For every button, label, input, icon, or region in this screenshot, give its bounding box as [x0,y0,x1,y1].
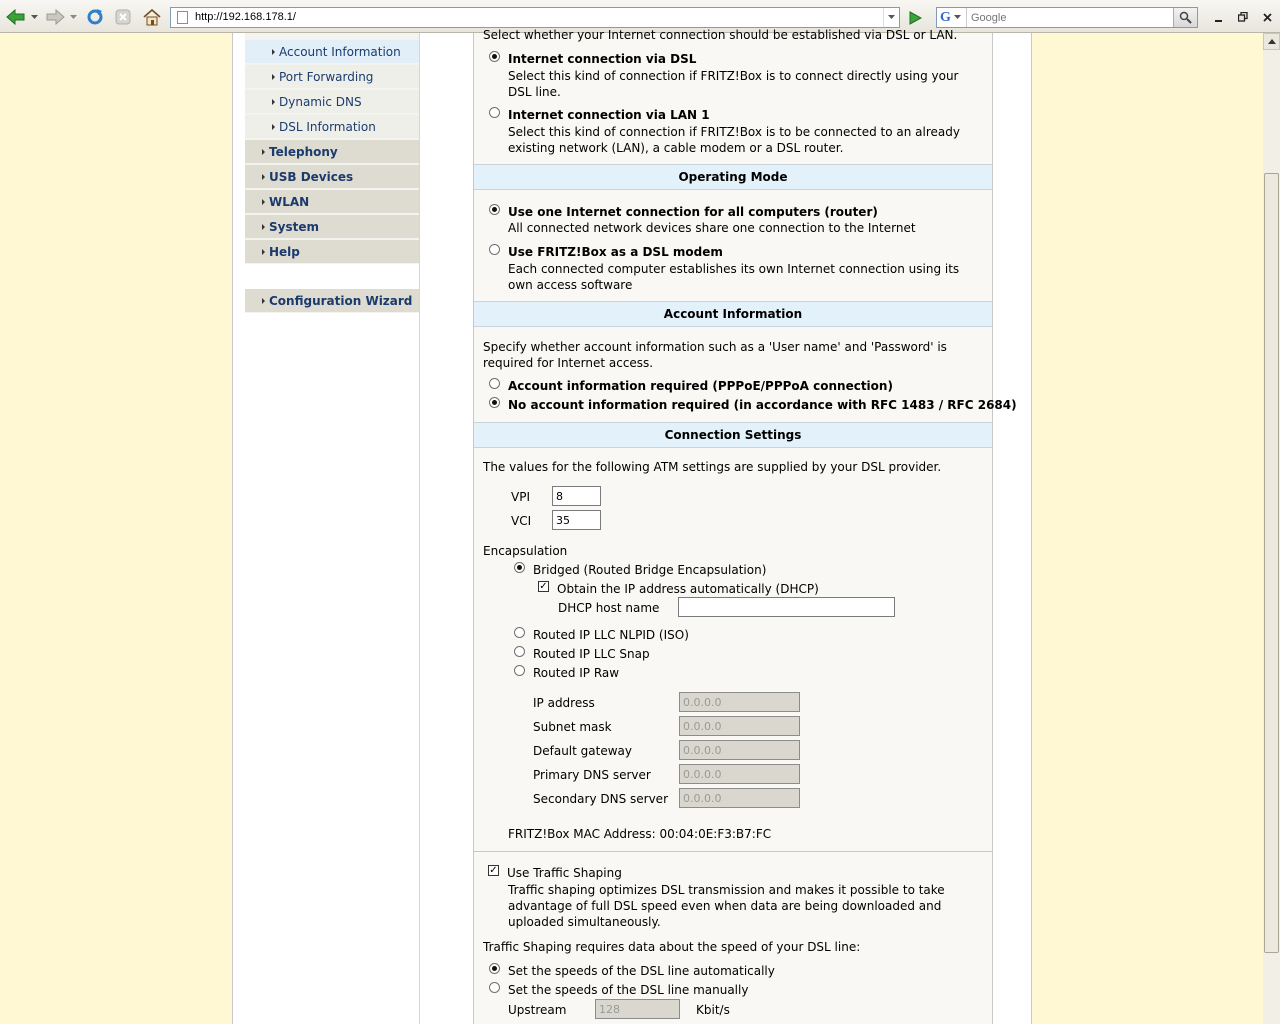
search-box [936,7,1198,28]
radio-modem-mode[interactable] [489,244,500,255]
left-menu [245,33,420,1024]
stop-icon[interactable] [112,6,134,28]
mac-address: FRITZ!Box MAC Address: 00:04:0E:F3:B7:FC [508,827,772,841]
vpi-input[interactable] [552,486,601,506]
traffic-shaping-label: Use Traffic Shaping [507,866,622,880]
conn-lan-title: Internet connection via LAN 1 [508,108,710,122]
minimize-icon[interactable] [1208,6,1230,28]
menu-item-account-information[interactable]: Account Information [245,40,420,63]
arrow-right-icon [262,174,265,180]
menu-item-telephony[interactable]: Telephony [245,140,420,163]
vertical-scrollbar[interactable] [1263,33,1280,1024]
back-arrow-icon[interactable] [4,6,28,28]
forward-history-dropdown-icon[interactable] [68,6,78,28]
arrow-right-icon [262,149,265,155]
dhcp-host-label: DHCP host name [558,601,660,615]
upstream-label: Upstream [508,1003,567,1017]
vpi-label: VPI [511,490,530,504]
address-bar[interactable] [170,7,900,28]
modem-mode-desc: Each connected computer establishes its own Internet connection using its own access software [508,262,960,292]
radio-account-not-required[interactable] [489,397,500,408]
url-dropdown-icon[interactable] [883,8,899,27]
forward-arrow-icon[interactable] [43,6,67,28]
account-desc: Specify whether account information such as a 'User name' and 'Password' is required for Internet access. [483,340,947,370]
subnet-mask-input[interactable] [679,716,800,736]
google-icon: G [940,9,951,25]
radio-conn-lan[interactable] [489,107,500,118]
speed-manual-label: Set the speeds of the DSL line manually [508,983,749,997]
page-frame [232,28,1032,1024]
arrow-right-icon [262,298,265,304]
traffic-shaping-checkbox[interactable]: ✓ [489,865,498,876]
menu-item-usb-devices[interactable]: USB Devices [245,165,420,188]
arrow-right-icon [272,74,275,80]
radio-bridged[interactable] [514,562,525,573]
url-text[interactable]: http://192.168.178.1/ [195,11,296,23]
conn-lan-desc: Select this kind of connection if FRITZ!Box is to be connected to an already existing network (LAN), a cable modem or a DSL router. [508,125,960,155]
operating-mode-header: Operating Mode [474,164,992,190]
menu-item-port-forwarding[interactable]: Port Forwarding [245,65,420,88]
primary-dns-label: Primary DNS server [533,768,651,782]
scroll-up-arrow-icon[interactable] [1263,33,1280,50]
arrow-right-icon [272,124,275,130]
content-panel [473,28,1017,1024]
bridged-label: Bridged (Routed Bridge Encapsulation) [533,563,767,577]
routed-llc-snap-label: Routed IP LLC Snap [533,647,650,661]
connection-settings-header: Connection Settings [474,422,992,448]
radio-account-required[interactable] [489,378,500,389]
primary-dns-input[interactable] [679,764,800,784]
account-not-required-label: No account information required (in accordance with RFC 1483 / RFC 2684) [508,398,1017,412]
upstream-input[interactable] [595,999,680,1019]
intro-text: Select whether your Internet connection should be established via DSL or LAN. [483,28,958,42]
scrollbar-thumb[interactable] [1264,173,1279,953]
traffic-requires-text: Traffic Shaping requires data about the speed of your DSL line: [483,940,861,954]
dhcp-checkbox[interactable]: ✓ [539,581,548,592]
router-mode-title: Use one Internet connection for all computers (router) [508,205,878,219]
default-gateway-label: Default gateway [533,744,632,758]
speed-auto-label: Set the speeds of the DSL line automatically [508,964,775,978]
routed-llc-nlpid-label: Routed IP LLC NLPID (ISO) [533,628,689,642]
search-input[interactable] [969,8,1174,27]
back-history-dropdown-icon[interactable] [29,6,39,28]
default-gateway-input[interactable] [679,740,800,760]
conn-dsl-title: Internet connection via DSL [508,52,697,66]
radio-speed-manual[interactable] [489,982,500,993]
arrow-right-icon [262,249,265,255]
menu-item-help[interactable]: Help [245,240,420,263]
atm-desc: The values for the following ATM settings are supplied by your DSL provider. [483,460,942,474]
divider [474,851,992,852]
upstream-unit: Kbit/s [696,1003,730,1017]
ip-address-label: IP address [533,696,595,710]
arrow-right-icon [272,99,275,105]
menu-item-system[interactable]: System [245,215,420,238]
arrow-right-icon [272,49,275,55]
modem-mode-title: Use FRITZ!Box as a DSL modem [508,245,723,259]
radio-conn-dsl[interactable] [489,51,500,62]
secondary-dns-label: Secondary DNS server [533,792,668,806]
radio-speed-auto[interactable] [489,963,500,974]
dhcp-label: Obtain the IP address automatically (DHCP) [557,582,819,596]
conn-dsl-desc: Select this kind of connection if FRITZ!Box is to connect directly using your DSL line. [508,69,959,99]
vci-label: VCI [511,514,532,528]
window-controls [1208,6,1278,28]
search-magnifier-icon[interactable] [1173,8,1197,27]
search-engine-selector[interactable] [937,8,967,27]
menu-item-wlan[interactable]: WLAN [245,190,420,213]
arrow-right-icon [262,224,265,230]
home-icon[interactable] [141,6,163,28]
menu-item-dsl-information[interactable]: DSL Information [245,115,420,138]
subnet-mask-label: Subnet mask [533,720,612,734]
traffic-shaping-desc: Traffic shaping optimizes DSL transmission and makes it possible to take advantage of full DSL speed even when data are being downloaded and uploaded simultaneously. [508,883,945,929]
vci-input[interactable] [552,510,601,530]
go-arrow-icon[interactable] [903,8,927,28]
reload-icon[interactable] [84,6,106,28]
account-information-header: Account Information [474,301,992,327]
radio-routed-llc-snap[interactable] [514,646,525,657]
radio-routed-raw[interactable] [514,665,525,676]
secondary-dns-input[interactable] [679,788,800,808]
account-required-label: Account information required (PPPoE/PPPoA connection) [508,379,893,393]
ip-address-input[interactable] [679,692,800,712]
restore-icon[interactable] [1232,6,1254,28]
radio-router-mode[interactable] [489,204,500,215]
close-icon[interactable] [1256,6,1278,28]
arrow-right-icon [262,199,265,205]
routed-raw-label: Routed IP Raw [533,666,620,680]
page-icon [177,11,188,24]
encapsulation-label: Encapsulation [483,544,568,558]
menu-item-dynamic-dns[interactable]: Dynamic DNS [245,90,420,113]
menu-item-configuration-wizard[interactable]: Configuration Wizard [245,289,420,312]
dhcp-host-input[interactable] [678,597,895,617]
radio-routed-llc-nlpid[interactable] [514,627,525,638]
router-mode-desc: All connected network devices share one connection to the Internet [508,221,916,235]
